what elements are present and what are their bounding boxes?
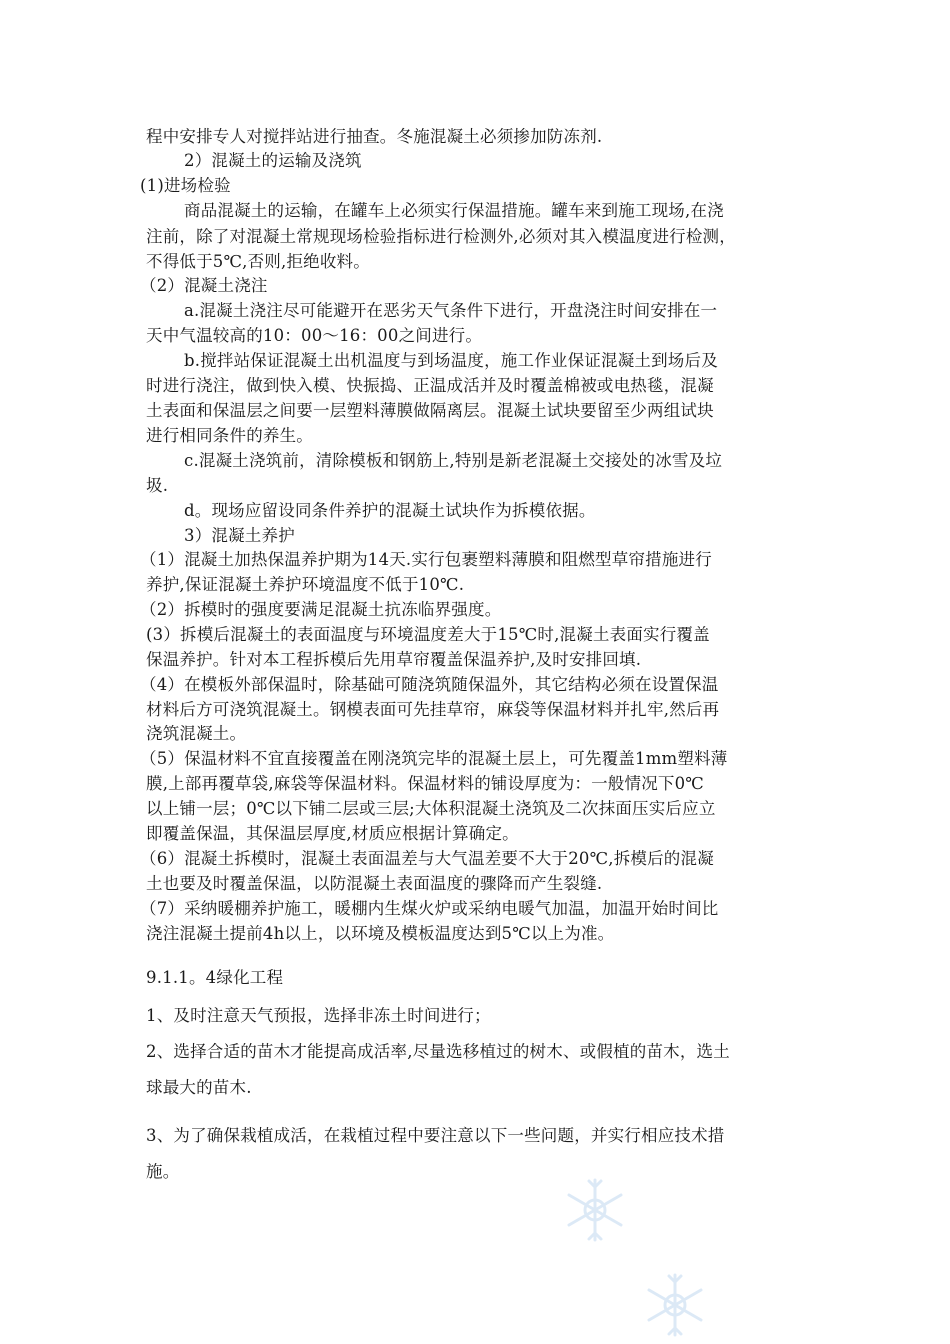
body-line: 材料后方可浇筑混凝土。钢模表面可先挂草帘，麻袋等保温材料并扎牢,然后再 xyxy=(146,700,720,719)
body-line: 圾. xyxy=(146,476,169,495)
body-line: （1）混凝土加热保温养护期为14天.实行包裹塑料薄膜和阻燃型草帘措施进行 xyxy=(140,550,712,569)
list-item: 3、为了确保栽植成活，在栽植过程中要注意以下一些问题，并实行相应技术措 xyxy=(146,1126,725,1145)
body-line: （6）混凝土拆模时，混凝土表面温差与大气温差要不大于20℃,拆模后的混凝 xyxy=(140,849,714,868)
body-line: （2）拆模时的强度要满足混凝土抗冻临界强度。 xyxy=(140,600,502,619)
body-line: 程中安排专人对搅拌站进行抽查。冬施混凝土必须掺加防冻剂. xyxy=(146,127,603,146)
body-line: 膜,上部再覆草袋,麻袋等保温材料。保温材料的铺设厚度为：一般情况下0℃ xyxy=(146,774,704,793)
body-line: 保温养护。针对本工程拆模后先用草帘覆盖保温养护,及时安排回填. xyxy=(146,650,642,669)
body-line: 天中气温较高的10：00～16：00之间进行。 xyxy=(146,326,483,345)
body-line: 浇注混凝土提前4h以上，以环境及模板温度达到5℃以上为准。 xyxy=(146,924,615,943)
body-line: （4）在模板外部保温时，除基础可随浇筑随保温外，其它结构必须在设置保温 xyxy=(140,675,719,694)
body-line: d。现场应留设同条件养护的混凝土试块作为拆模依据。 xyxy=(184,501,596,520)
body-line: 不得低于5℃,否则,拒绝收料。 xyxy=(146,252,370,271)
section-heading: 2）混凝土的运输及浇筑 xyxy=(184,151,362,170)
body-line: 商品混凝土的运输，在罐车上必须实行保温措施。罐车来到施工现场,在浇 xyxy=(184,201,724,220)
body-line: a.混凝土浇注尽可能避开在恶劣天气条件下进行，开盘浇注时间安排在一 xyxy=(184,301,718,320)
body-line: （7）采纳暖棚养护施工，暖棚内生煤火炉或采纳电暖气加温，加温开始时间比 xyxy=(140,899,719,918)
body-line: 时进行浇注，做到快入模、快振捣、正温成活并及时覆盖棉被或电热毯，混凝 xyxy=(146,376,714,395)
list-item: 1、及时注意天气预报，选择非冻土时间进行； xyxy=(146,1006,491,1025)
subsection-heading: （2）混凝土浇注 xyxy=(140,276,268,295)
body-line: 土表面和保温层之间要一层塑料薄膜做隔离层。混凝土试块要留至少两组试块 xyxy=(146,401,714,420)
body-line: 养护,保证混凝土养护环境温度不低于10℃. xyxy=(146,575,465,594)
body-line: (3）拆模后混凝土的表面温度与环境温度差大于15℃时,混凝土表面实行覆盖 xyxy=(146,625,710,644)
body-line: 进行相同条件的养生。 xyxy=(146,426,313,445)
section-heading: 3）混凝土养护 xyxy=(184,526,295,545)
body-line: 即覆盖保温，其保温层厚度,材质应根据计算确定。 xyxy=(146,824,519,843)
section-heading: 9.1.1。4绿化工程 xyxy=(146,968,284,987)
body-line: 以上铺一层；0℃以下铺二层或三层;大体积混凝土浇筑及二次抹面压实后应立 xyxy=(146,799,716,818)
body-line: 注前，除了对混凝土常规现场检验指标进行检测外,必须对其入模温度进行检测， xyxy=(146,227,736,246)
body-line: （5）保温材料不宜直接覆盖在刚浇筑完毕的混凝土层上，可先覆盖1mm塑料薄 xyxy=(140,749,728,768)
body-line: 土也要及时覆盖保温，以防混凝土表面温度的骤降而产生裂缝. xyxy=(146,874,603,893)
snowflake-icon xyxy=(560,1175,630,1245)
body-line: c.混凝土浇筑前，清除模板和钢筋上,特别是新老混凝土交接处的冰雪及垃 xyxy=(184,451,723,470)
list-item: 2、选择合适的苗木才能提高成活率,尽量选移植过的树木、或假植的苗木，选土 xyxy=(146,1042,730,1061)
body-line: 浇筑混凝土。 xyxy=(146,724,247,743)
body-line: b.搅拌站保证混凝土出机温度与到场温度，施工作业保证混凝土到场后及 xyxy=(184,351,718,370)
list-item-continuation: 施。 xyxy=(146,1162,180,1181)
subsection-heading: (1)进场检验 xyxy=(140,176,231,195)
list-item-continuation: 球最大的苗木. xyxy=(146,1078,252,1097)
snowflake-icon xyxy=(640,1270,710,1340)
